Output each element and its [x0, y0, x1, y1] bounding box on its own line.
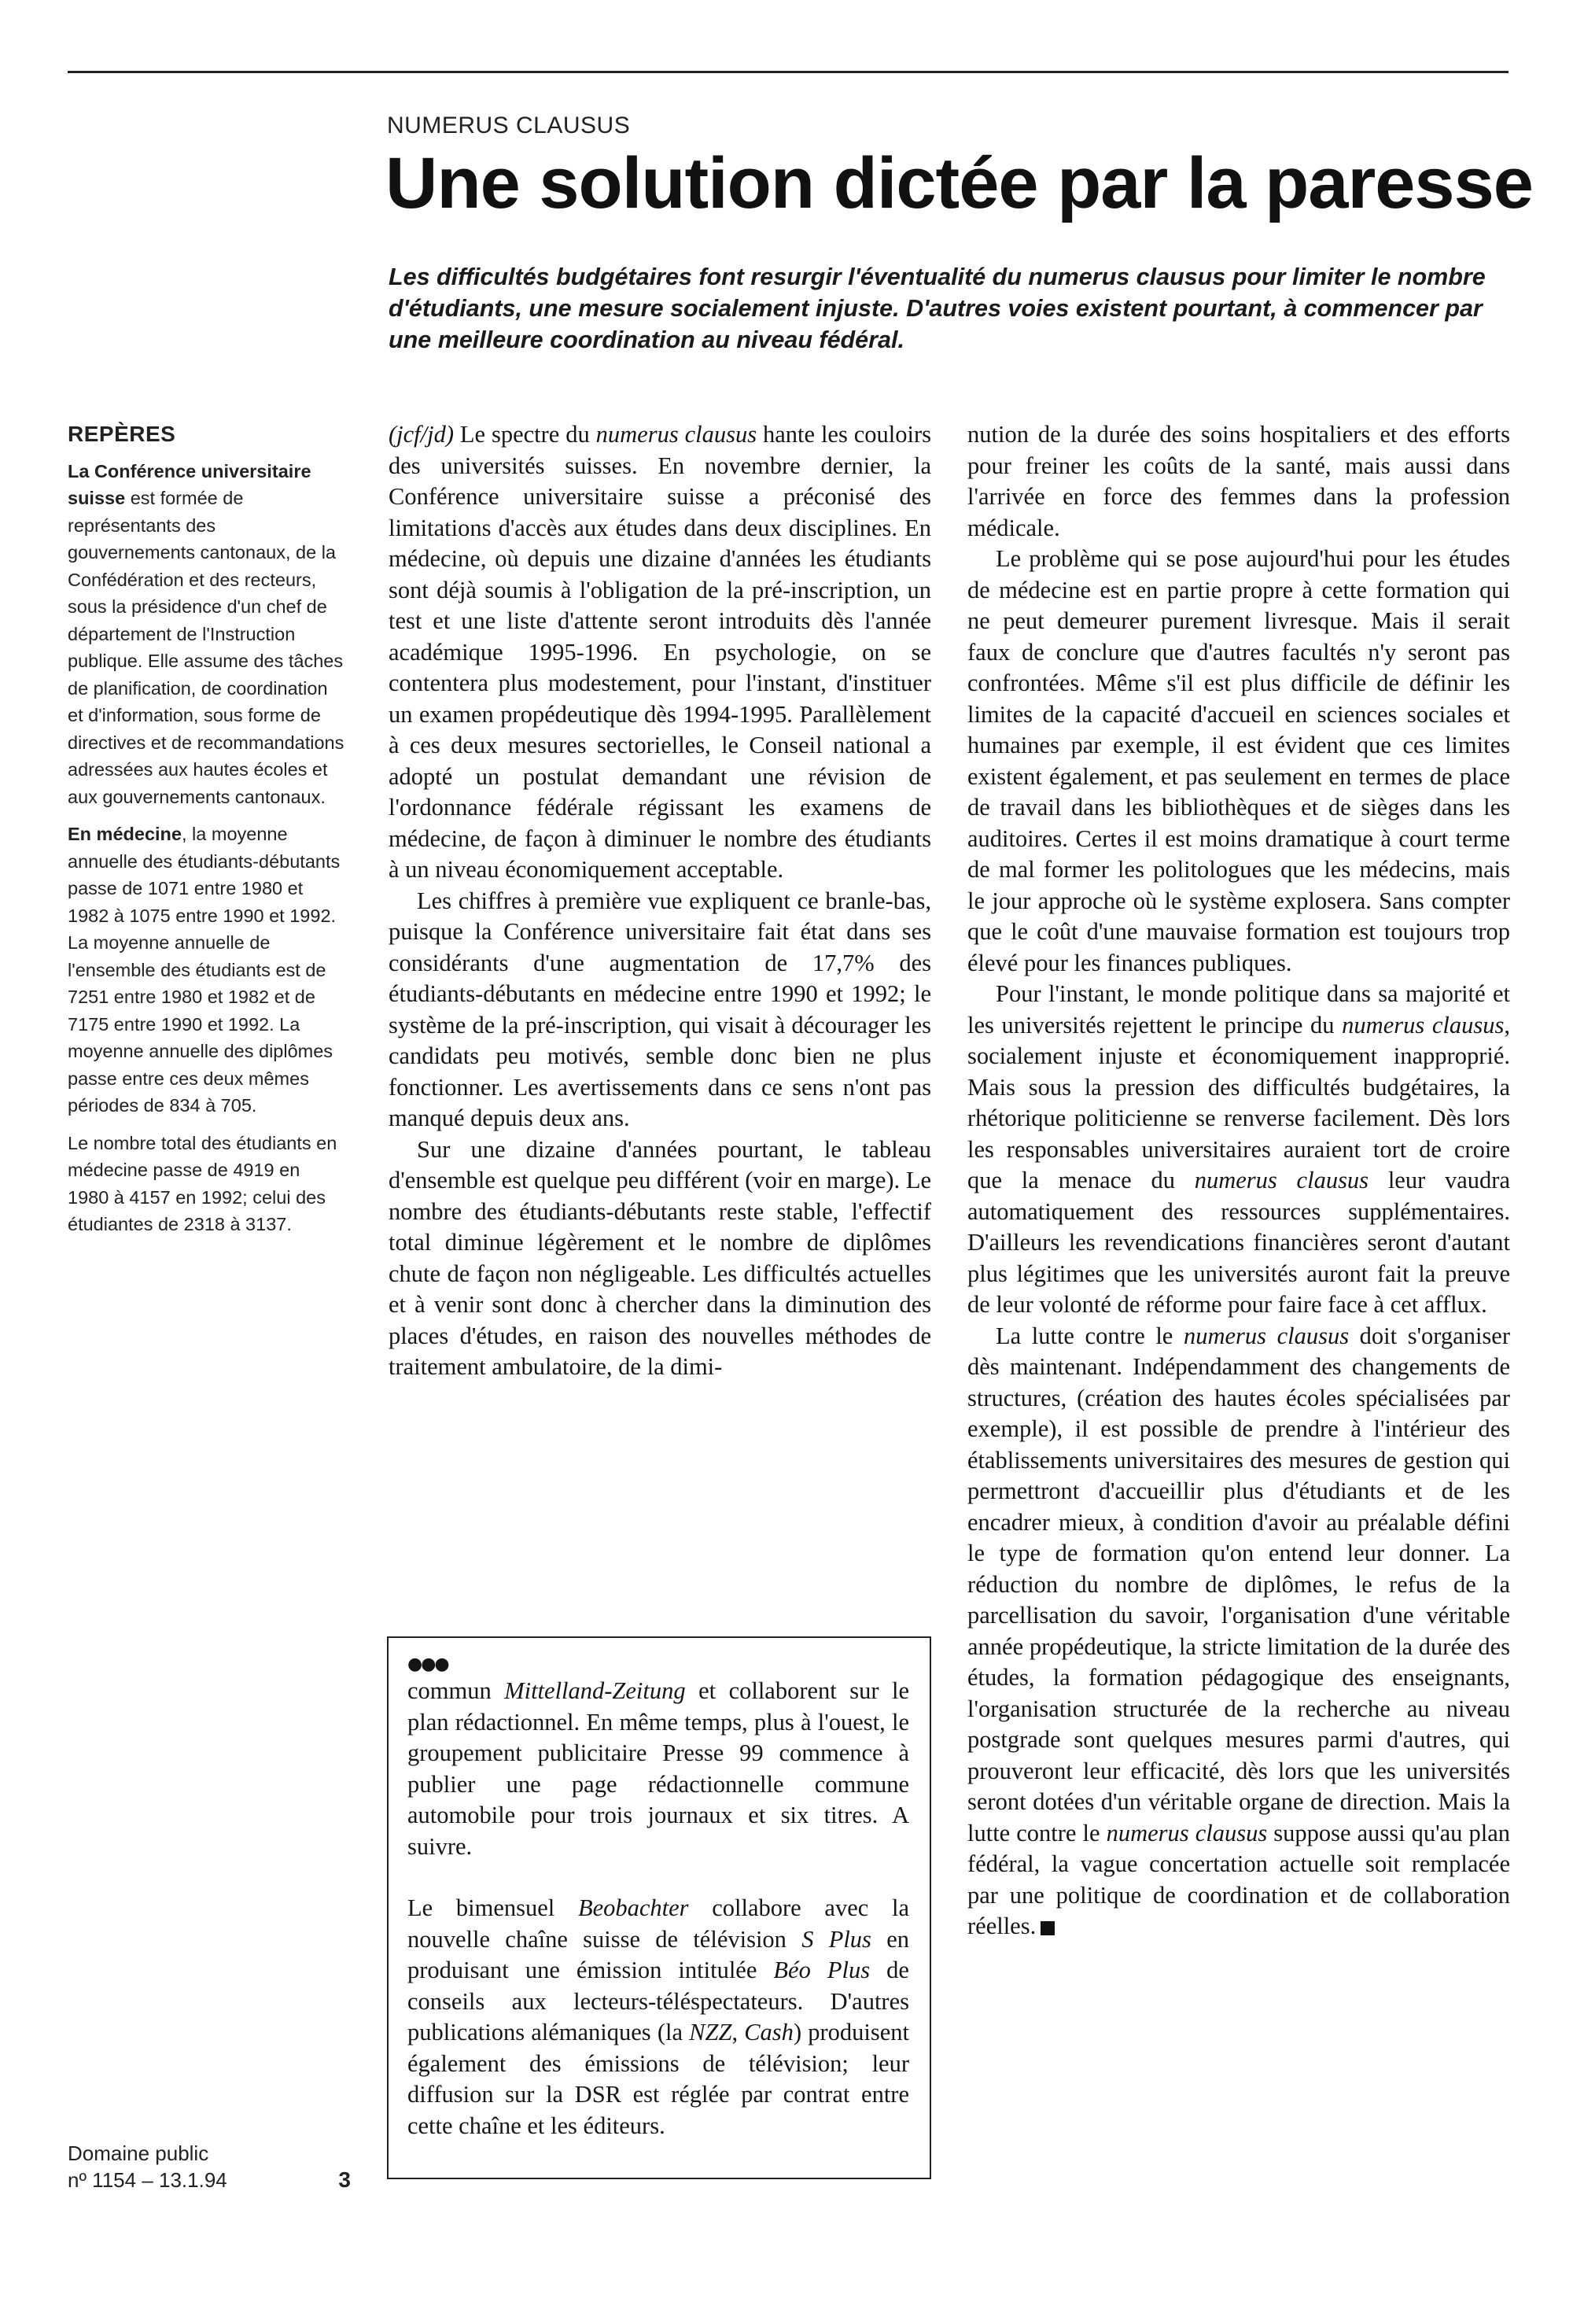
- text-run: doit s'organiser dès maintenant. Indépendamment des changements de structures, (création des hautes écoles spécialisées par exemple), il est possible de prendre à l'intérieur des établissements universitaires des mesures de gestion qui permettront d'accueillir plus d'étudiants et de les encadrer mieux, à condition d'avoir au préalable défini le type de formation qu'on entend leur donner. La réduction du nombre de diplômes, le refus de la parcellisation du savoir, l'organisation d'une véritable année propédeutique, la stricte limitation de la durée des études, la formation pédagogique des enseignants, l'organisation structurée de la recherche au niveau postgrade sont quelques mesures parmi d'autres, qui prouveront leur efficacité, dès lors que les universités seront dotées d'un véritable organe de direction. Mais la lutte contre le: [967, 1322, 1510, 1846]
- text-run: suppose aussi qu'au plan fédéral, la vague concertation actuelle soit remplacée par une politique de coordination et de collaboration réelles.: [967, 1819, 1510, 1939]
- article-paragraph: [967, 1321, 1510, 1942]
- emphasis: S Plus: [801, 1925, 871, 1953]
- emphasis: numerus clausus: [595, 421, 757, 448]
- box-paragraph: [407, 1893, 909, 2141]
- text-run: Le bimensuel: [407, 1894, 578, 1921]
- sidebar-paragraph: [68, 458, 344, 811]
- top-rule: [68, 71, 1509, 73]
- article-paragraph: nution de la durée des soins hospitaliers et des efforts pour freiner les coûts de la santé, mais aussi dans l'arrivée en force des femmes dans la profession médicale.: [967, 421, 1510, 541]
- emphasis: numerus clausus: [1342, 1011, 1505, 1038]
- byline: (jcf/jd): [389, 421, 454, 448]
- end-mark-icon: [1041, 1921, 1055, 1935]
- article-lead: [389, 261, 1510, 356]
- text-run: de conseils aux lecteurs-téléspectateurs. D'autres publications alémaniques (la: [407, 1957, 909, 2045]
- text-run: commun: [407, 1677, 505, 1704]
- sidebar-heading: REPÈRES: [68, 422, 176, 446]
- reperes-sidebar: [68, 421, 344, 1249]
- article-column-1: [389, 419, 931, 1383]
- text-run: collabore avec la nouvelle chaîne suisse de télévision: [407, 1894, 909, 1953]
- text-run: en produisant une émission intitulée: [407, 1925, 909, 1983]
- publication-name: Domaine public: [68, 2141, 209, 2165]
- text-run: ) produisent également des émissions de télévision; leur diffusion sur la DSR est réglée par contrat entre cette chaîne et les éditeurs.: [407, 2019, 910, 2139]
- emphasis: numerus clausus: [1194, 1167, 1369, 1193]
- emphasis: numerus clausus: [1106, 1819, 1268, 1846]
- text-run: et collaborent sur le plan rédactionnel. En même temps, plus à l'ouest, le groupement publicitaire Presse 99 commence à publier une page rédactionnelle commune automobile pour trois journaux et six titres. A suivre.: [407, 1677, 909, 1860]
- article-paragraph: [967, 979, 1510, 1321]
- sidebar-bold: En médecine: [68, 824, 182, 844]
- article-column-2: [967, 419, 1510, 1942]
- text-run: ,: [731, 2019, 745, 2045]
- emphasis: Mittelland-Zeitung: [504, 1677, 686, 1704]
- emphasis: Béo Plus: [773, 1957, 871, 1983]
- text-run: hante les couloirs des universités suisses. En novembre dernier, la Conférence universitaire suisse a préconisé des limitations d'accès aux études dans deux disciplines. En médecine, où depuis une dizaine d'années les étudiants sont déjà soumis à l'obligation de la pré-inscription, un test et une liste d'attente seront introduits dès l'année académique 1995-1996. En psychologie, on se contentera plus modestement, pour l'instant, d'instituer un examen propédeutique dès 1994-1995. Parallèlement à ces deux mesures sectorielles, le Conseil national a adopté un postulat demandant une révision de l'ordonnance fédérale régissant les examens de médecine, de façon à diminuer le nombre des étudiants à un niveau économiquement acceptable.: [389, 421, 931, 883]
- issue-number: nº 1154 – 13.1.94: [68, 2168, 227, 2192]
- article-paragraph: Les chiffres à première vue expliquent ce branle-bas, puisque la Conférence universitaire fait état dans ses considérants d'une augmentation de 17,7% des étudiants-débutants en médecine entre 1990 et 1992; le système de la pré-inscription, qui visait à décourager les candidats peu motivés, semble donc bien ne plus fonctionner. Les avertissements dans ce sens n'ont pas manqué depuis deux ans.: [389, 887, 931, 1131]
- text-run: Pour l'instant, le monde politique dans sa majorité et les universités rejettent le principe du: [967, 980, 1510, 1038]
- article-paragraph: Sur une dizaine d'années pourtant, le tableau d'ensemble est quelque peu différent (voir en marge). Le nombre des étudiants-débutants reste stable, l'effectif total diminue légèrement et le nombre de diplômes chute de façon non négligeable. Les difficultés actuelles et à venir sont donc à chercher dans la diminution des places d'études, en raison des nouvelles méthodes de traitement ambulatoire, de la dimi-: [389, 1135, 931, 1380]
- sidebar-text: est formée de représentants des gouvernements cantonaux, de la Confédération et des recteurs, sous la présidence d'un chef de département de l'Instruction publique. Elle assume des tâches de planification, de coordination et d'information, sous forme de directives et de recommandations adressées aux hautes écoles et aux gouvernements cantonaux.: [68, 488, 344, 807]
- section-kicker: NUMERUS CLAUSUS: [387, 113, 631, 138]
- text-run: La lutte contre le: [996, 1322, 1184, 1349]
- sidebar-paragraph: Le nombre total des étudiants en médecine passe de 4919 en 1980 à 4157 en 1992; celui des étudiantes de 2318 à 3137.: [68, 1132, 337, 1234]
- article-title: Une solution dictée par la paresse: [385, 143, 1533, 223]
- emphasis: Cash: [744, 2019, 794, 2045]
- article-paragraph: Le problème qui se pose aujourd'hui pour les études de médecine est en partie propre à cette formation qui ne peut demeurer purement livresque. Mais il serait faux de conclure que d'autres facultés n'y seront pas confrontées. Même s'il est plus difficile de définir les limites de la capacité d'accueil en sciences sociales et humaines par exemple, il est évident que ces limites existent également, et pas seulement en termes de place de travail dans les bibliothèques et de sièges dans les auditoires. Certes il est moins dramatique à court terme de mal former les politologues que les médecins, mais le jour approche où le système explosera. Sans compter que le coût d'une mauvaise formation est toujours trop élevé pour les finances publiques.: [967, 545, 1510, 976]
- page-number: 3: [338, 2167, 351, 2192]
- text-run: leur vaudra automatiquement des ressources supplémentaires. D'ailleurs les revendications financières seront d'autant plus légitimes que les universités auront fait la preuve de leur volonté de réforme pour faire face à cet afflux.: [967, 1167, 1510, 1318]
- lead-text: Les difficultés budgétaires font resurgir l'éventualité du numerus clausus pour limiter le nombre d'étudiants, une mesure socialement injuste. D'autres voies existent pourtant, à commencer par une meilleure coordination au niveau fédéral.: [389, 264, 1486, 353]
- text-run: , socialement injuste et économiquement inapproprié. Mais sous la pression des difficultés budgétaires, la rhétorique politicienne se renverse facilement. Dès lors les responsables universitaires auraient tort de croire que la menace du: [967, 1011, 1510, 1193]
- text-run: Le spectre du: [454, 421, 596, 448]
- sidebar-bold: La Conférence universitaire suisse: [68, 460, 311, 508]
- dots-icon: ●●●: [407, 1654, 448, 1674]
- box-paragraph: [407, 1676, 909, 1862]
- emphasis: NZZ: [689, 2019, 732, 2045]
- emphasis: Beobachter: [577, 1894, 689, 1921]
- sidebar-text: , la moyenne annuelle des étudiants-débutants passe de 1071 entre 1980 et 1982 à 1075 entre 1990 et 1992. La moyenne annuelle de l'ensemble des étudiants est de 7251 entre 1980 et 1982 et de 7175 entre 1990 et 1992. La moyenne annuelle des diplômes passe entre ces deux mêmes périodes de 834 à 705.: [68, 824, 341, 1116]
- emphasis: numerus clausus: [1183, 1322, 1350, 1349]
- sidebar-paragraph: [68, 821, 344, 1120]
- page-footer: [68, 2140, 351, 2193]
- article-paragraph: [389, 419, 931, 886]
- continuation-box: [387, 1636, 931, 2179]
